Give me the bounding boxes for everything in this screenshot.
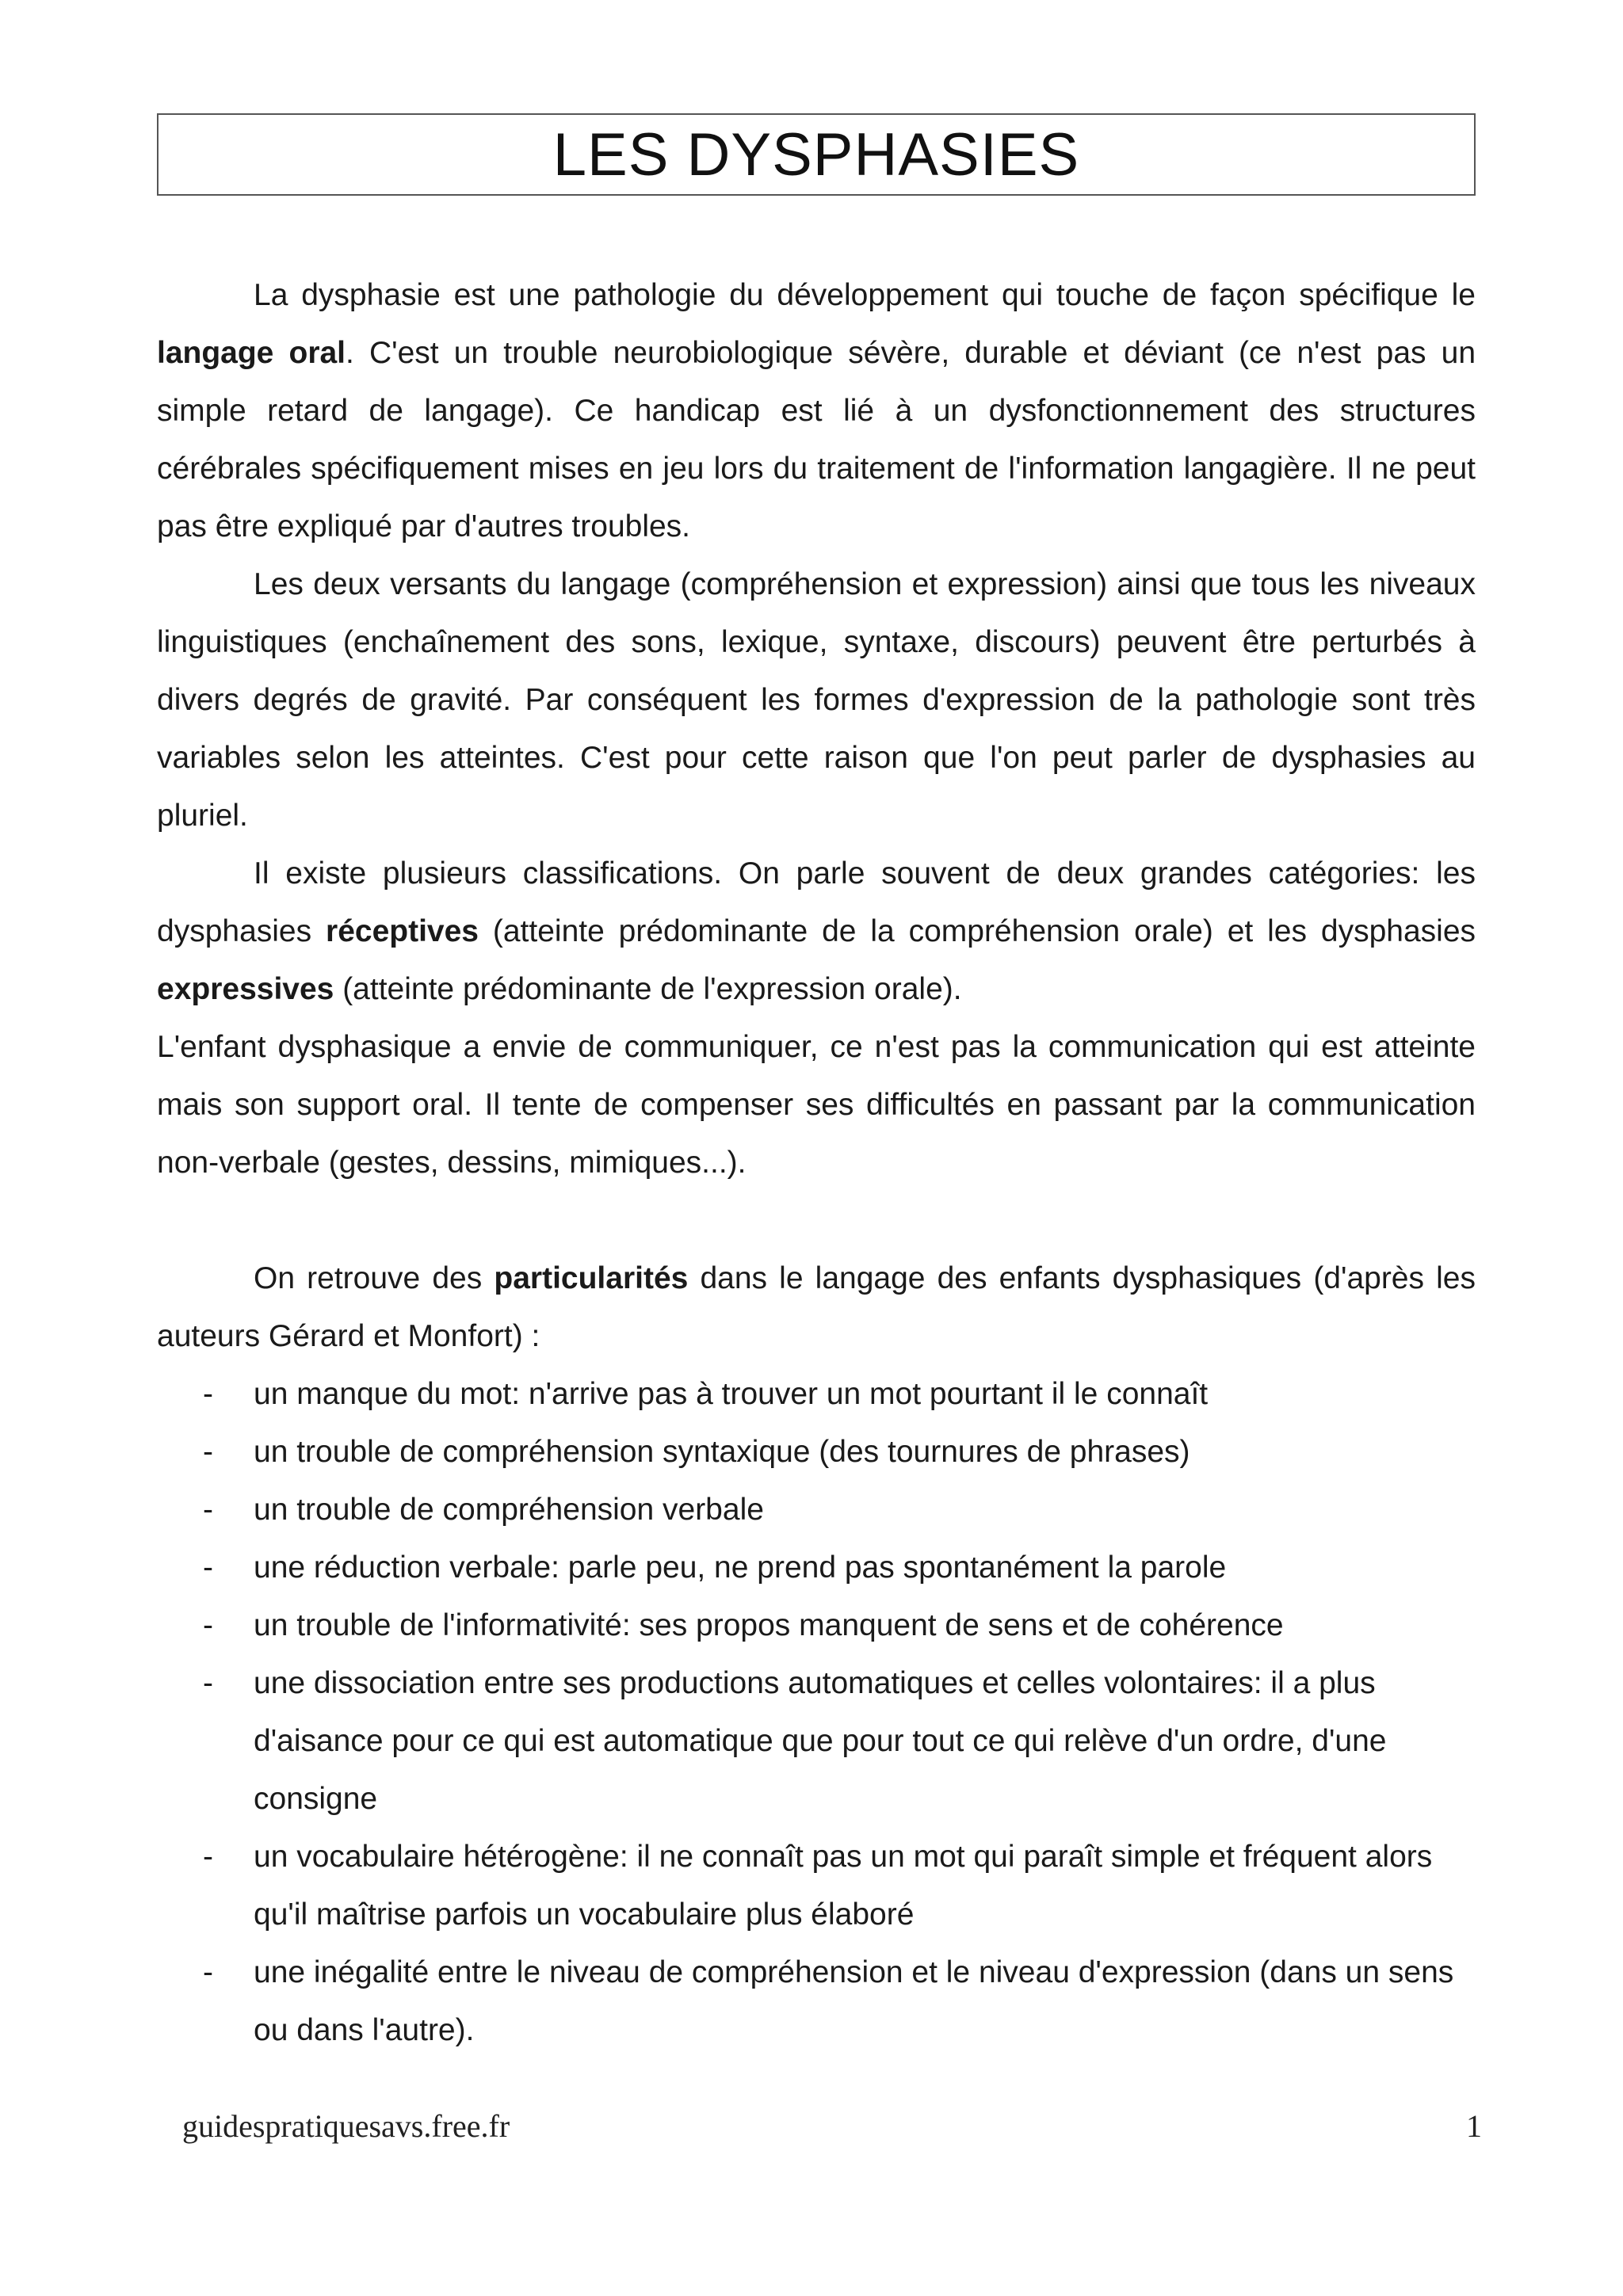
list-item-text: une réduction verbale: parle peu, ne prend pas spontanément la parole [254,1550,1227,1585]
paragraph-particularites-text-1: On retrouve des [254,1261,495,1295]
dash-bullet: - [203,1840,213,1874]
list-item [157,1481,1476,1539]
paragraph-versants: Les deux versants du langage (compréhension et expression) ainsi que tous les niveaux linguistiques (enchaînement des sons, lexique, syntaxe, discours) peuvent être perturbés à divers degrés de gravité. Par conséquent les formes d'expression de la pathologie sont très variables selon les atteintes. C'est pour cette raison que l'on peut parler de dysphasies au pluriel. [157,567,1476,833]
dash-bullet: - [203,1377,213,1411]
list-item [157,1828,1476,1943]
page-title: LES DYSPHASIES [552,120,1080,189]
list-item-text: un vocabulaire hétérogène: il ne connaît pas un mot qui paraît simple et fréquent alors qu'il maîtrise parfois un vocabulaire plus élaboré [254,1840,1433,1932]
list-item-text: une inégalité entre le niveau de compréhension et le niveau d'expression (dans un sens ou dans l'autre). [254,1955,1454,2047]
paragraph-intro [157,266,1476,555]
keyword-receptives: réceptives [326,914,479,948]
dash-bullet: - [203,1666,213,1700]
list-item-text: un trouble de compréhension verbale [254,1493,764,1527]
paragraph-intro-text-2: . C'est un trouble neurobiologique sévère, durable et déviant (ce n'est pas un simple retard de langage). Ce handicap est lié à un dysfonctionnement des structures cérébrales spécifiquement mises en jeu lors du traitement de l'information langagière. Il ne peut pas être expliqué par d'autres troubles. [157,336,1476,543]
particularites-list [157,1365,1476,2059]
keyword-langage-oral: langage oral [157,336,346,370]
list-item [157,1539,1476,1596]
list-item-text: une dissociation entre ses productions automatiques et celles volontaires: il a plus d'aisance pour ce qui est automatique que pour tout ce qui relève d'un ordre, d'une consigne [254,1666,1387,1816]
paragraph-classifications [157,845,1476,1018]
list-item [157,1943,1476,2059]
list-item [157,1365,1476,1423]
paragraph-classifications-text-1: Il existe plusieurs classifications. On parle souvent de deux grandes catégories: les dysphasies [157,856,1476,948]
page-number: 1 [1466,2108,1482,2144]
title-box [157,113,1476,196]
footer-site: guidespratiquesavs.free.fr [182,2108,510,2144]
dash-bullet: - [203,1608,213,1642]
list-item [157,1423,1476,1481]
list-item [157,1596,1476,1654]
paragraph-particularites [157,1249,1476,1365]
document-body [157,266,1476,2059]
paragraph-intro-text-1: La dysphasie est une pathologie du développement qui touche de façon spécifique le [254,278,1476,312]
blank-line [157,1192,1476,1249]
paragraph-communication: L'enfant dysphasique a envie de communiquer, ce n'est pas la communication qui est atteinte mais son support oral. Il tente de compenser ses difficultés en passant par la communication non-verbale (gestes, dessins, mimiques...). [157,1030,1476,1180]
dash-bullet: - [203,1435,213,1469]
paragraph-classifications-text-2: (atteinte prédominante de la compréhension orale) et les dysphasies [478,914,1476,948]
list-item-text: un trouble de l'informativité: ses propos manquent de sens et de cohérence [254,1608,1284,1642]
dash-bullet: - [203,1550,213,1585]
dash-bullet: - [203,1955,213,1989]
list-item [157,1654,1476,1828]
dash-bullet: - [203,1493,213,1527]
keyword-particularites: particularités [494,1261,689,1295]
paragraph-classifications-text-3: (atteinte prédominante de l'expression orale). [334,972,962,1006]
paragraph-particularites-text-2: dans le langage des enfants dysphasiques (d'après les auteurs Gérard et Monfort) : [157,1261,1476,1353]
list-item-text: un trouble de compréhension syntaxique (des tournures de phrases) [254,1435,1190,1469]
list-item-text: un manque du mot: n'arrive pas à trouver un mot pourtant il le connaît [254,1377,1209,1411]
keyword-expressives: expressives [157,972,334,1006]
